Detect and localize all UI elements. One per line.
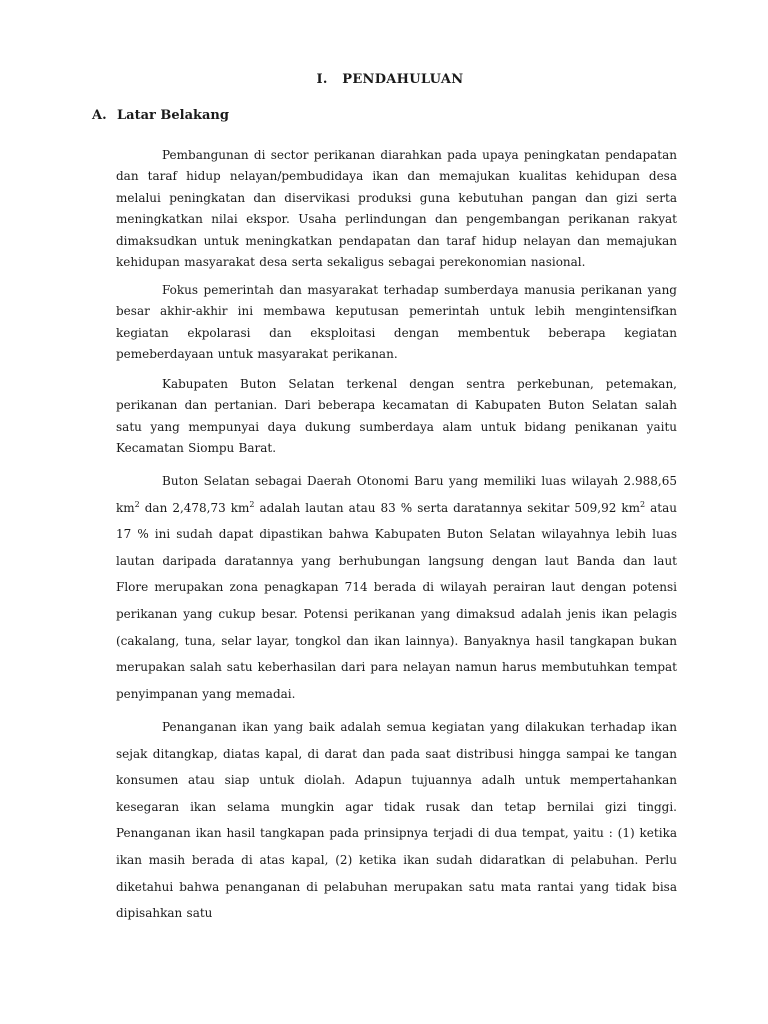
superscript: 2 <box>134 499 140 509</box>
chapter-number: I. <box>316 72 328 87</box>
section-heading <box>92 108 229 123</box>
section-label: A. <box>92 108 107 123</box>
paragraph-text: Pembangunan di sector perikanan diarahkan pada upaya peningkatan pendapatan dan taraf hidup nelayan/pembudidaya ikan dan memajukan kualitas kehidupan desa melalui peningkatan dan diservikasi produksi guna kebutuhan pangan dan gizi serta meningkatkan nilai ekspor. Usaha perlindungan dan pengembangan perikanan rakyat dimaksudkan untuk meningkatkan pendapatan dan taraf hidup nelayan dan memajukan kehidupan masyarakat desa serta sekaligus sebagai perekonomian nasional. <box>116 148 677 270</box>
paragraph-1 <box>116 145 677 273</box>
chapter-title: PENDAHULUAN <box>342 72 464 87</box>
paragraph-4 <box>116 468 677 707</box>
text-run: Buton Selatan sebagai Daerah Otonomi Baru yang memiliki luas wilayah 2.988,65 km <box>116 474 677 515</box>
chapter-heading <box>0 72 768 87</box>
section-title: Latar Belakang <box>117 108 229 123</box>
paragraph-3 <box>116 374 677 460</box>
paragraph-text: Penanganan ikan yang baik adalah semua kegiatan yang dilakukan terhadap ikan sejak ditangkap, diatas kapal, di darat dan pada saat distribusi hingga sampai ke tangan konsumen atau siap untuk diolah. Adapun tujuannya adalh untuk mempertahankan kesegaran ikan selama mungkin agar tidak rusak dan tetap bernilai gizi tinggi. Penanganan ikan hasil tangkapan pada prinsipnya terjadi di dua tempat, yaitu : (1) ketika ikan masih berada di atas kapal, (2) ketika ikan sudah didaratkan di pelabuhan. Perlu diketahui bahwa penanganan di pelabuhan merupakan satu mata rantai yang tidak bisa dipisahkan satu <box>116 720 677 921</box>
text-run: adalah lautan atau 83 % serta daratannya sekitar 509,92 km <box>254 500 641 515</box>
paragraph-text: Kabupaten Buton Selatan terkenal dengan sentra perkebunan, petemakan, perikanan dan pertanian. Dari beberapa kecamatan di Kabupaten Buton Selatan salah satu yang mempunyai daya dukung sumberdaya alam untuk bidang penikanan yaitu Kecamatan Siompu Barat. <box>116 377 677 456</box>
superscript: 2 <box>640 499 646 509</box>
text-run: dan 2,478,73 km <box>139 500 250 515</box>
paragraph-text: Fokus pemerintah dan masyarakat terhadap sumberdaya manusia perikanan yang besar akhir-akhir ini membawa keputusan pemerintah untuk lebih mengintensifkan kegiatan ekpolarasi dan eksploitasi dengan membentuk beberapa kegiatan pemeberdayaan untuk masyarakat perikanan. <box>116 283 677 362</box>
superscript: 2 <box>249 499 255 509</box>
paragraph-5 <box>116 714 677 927</box>
paragraph-2 <box>116 280 677 366</box>
paragraph-text <box>116 468 677 707</box>
text-run: atau 17 % ini sudah dapat dipastikan bahwa Kabupaten Buton Selatan wilayahnya lebih luas lautan daripada daratannya yang berhubungan langsung dengan laut Banda dan laut Flore merupakan zona penagkapan 714 berada di wilayah perairan laut dengan potensi perikanan yang cukup besar. Potensi perikanan yang dimaksud adalah jenis ikan pelagis (cakalang, tuna, selar layar, tongkol dan ikan lainnya). Banyaknya hasil tangkapan bukan merupakan salah satu keberhasilan dari para nelayan namun harus membutuhkan tempat penyimpanan yang memadai. <box>116 500 677 701</box>
